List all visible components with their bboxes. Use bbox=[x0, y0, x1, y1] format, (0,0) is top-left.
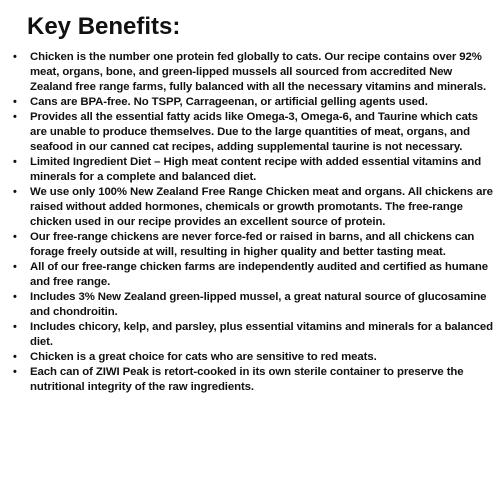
bullet-icon: • bbox=[13, 51, 17, 63]
bullet-icon: • bbox=[13, 111, 17, 123]
benefit-item-10 bbox=[0, 350, 500, 365]
benefit-text: Chicken is a great choice for cats who are sensitive to red meats. bbox=[30, 351, 377, 363]
bullet-icon: • bbox=[13, 231, 17, 243]
bullet-icon: • bbox=[13, 321, 17, 333]
benefit-text: Includes chicory, kelp, and parsley, plus essential vitamins and minerals for a balanced diet. bbox=[30, 321, 494, 348]
bullet-icon: • bbox=[13, 291, 17, 303]
bullet-icon: • bbox=[13, 366, 17, 378]
page-title: Key Benefits: bbox=[27, 13, 181, 40]
benefit-text: Our free-range chickens are never force-fed or raised in barns, and all chickens can forage freely outside at will, resulting in higher quality and better tasting meat. bbox=[30, 231, 475, 258]
benefit-item-11 bbox=[0, 365, 500, 395]
benefit-item-9 bbox=[0, 320, 500, 350]
benefit-item-1 bbox=[0, 50, 500, 95]
benefit-text: Limited Ingredient Diet – High meat content recipe with added essential vitamins and minerals for a complete and balanced diet. bbox=[30, 156, 482, 183]
bullet-icon: • bbox=[13, 96, 17, 108]
bullet-icon: • bbox=[13, 186, 17, 198]
benefit-item-2 bbox=[0, 95, 500, 110]
benefits-list bbox=[0, 50, 500, 395]
benefit-text: Provides all the essential fatty acids like Omega-3, Omega-6, and Taurine which cats are unable to produce themselves. Due to the large quantities of meat, organs, and seafood in our canned cat recipes, adding supplemental taurine is not necessary. bbox=[30, 111, 478, 153]
benefit-item-8 bbox=[0, 290, 500, 320]
benefit-text: Each can of ZIWI Peak is retort-cooked in its own sterile container to preserve the nutritional integrity of the raw ingredients. bbox=[30, 366, 464, 393]
benefit-text: Chicken is the number one protein fed globally to cats. Our recipe contains over 92% meat, organs, bone, and green-lipped mussels all sourced from accredited New Zealand free range farms, fully balanced with all the necessary vitamins and minerals. bbox=[30, 51, 487, 93]
benefit-item-4 bbox=[0, 155, 500, 185]
benefit-item-5 bbox=[0, 185, 500, 230]
benefit-text: Includes 3% New Zealand green-lipped mussel, a great natural source of glucosamine and chondroitin. bbox=[30, 291, 487, 318]
benefit-text: All of our free-range chicken farms are independently audited and certified as humane and free range. bbox=[30, 261, 488, 288]
bullet-icon: • bbox=[13, 261, 17, 273]
bullet-icon: • bbox=[13, 156, 17, 168]
benefit-item-7 bbox=[0, 260, 500, 290]
benefit-text: We use only 100% New Zealand Free Range Chicken meat and organs. All chickens are raised without added hormones, chemicals or growth promotants. The free-range chicken used in our recipe provides an excellent source of protein. bbox=[30, 186, 493, 228]
benefit-text: Cans are BPA-free. No TSPP, Carrageenan, or artificial gelling agents used. bbox=[30, 96, 428, 108]
benefit-item-3 bbox=[0, 110, 500, 155]
benefit-item-6 bbox=[0, 230, 500, 260]
bullet-icon: • bbox=[13, 351, 17, 363]
